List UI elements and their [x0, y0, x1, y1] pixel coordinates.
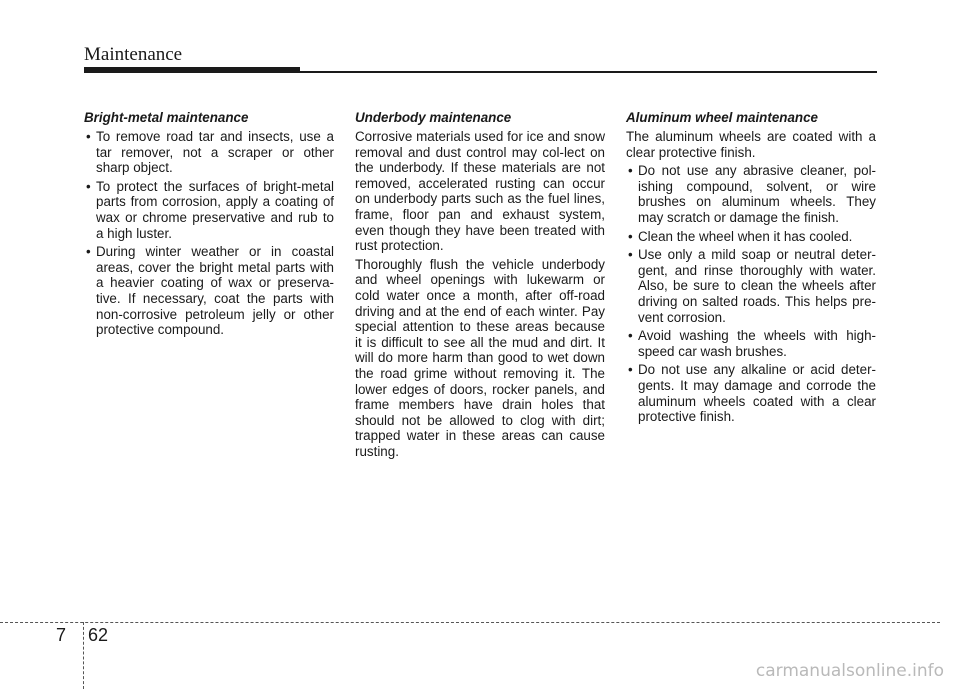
section-heading: Bright-metal maintenance	[84, 110, 249, 125]
chapter-number: 7	[56, 625, 67, 645]
list-item: • Use only a mild soap or neutral deter-gent, and rinse thoroughly with water. Also, be sure to clean the wheels after driving on salted roads. This helps pre-vent corrosion.	[626, 247, 876, 325]
bullet-list	[626, 163, 876, 425]
footer-dashed-rule	[0, 622, 940, 623]
list-item: • To protect the surfaces of bright-metal parts from corrosion, apply a coating of wax or chrome preservative and rub to a high luster.	[84, 179, 334, 241]
page-header-title: Maintenance	[84, 44, 183, 65]
list-item: • During winter weather or in coastal areas, cover the bright metal parts with a heavier coating of wax or preserva-tive. If necessary, coat the parts with non-corrosive petroleum jelly or other protective compound.	[84, 244, 334, 338]
header-rule-thick	[84, 67, 300, 73]
paragraph: Thoroughly flush the vehicle underbody and wheel openings with lukewarm or cold water once a month, after off-road driving and at the end of each winter. Pay special attention to these areas because it is difficult to see all the mud and dirt. It will do more harm than good to wet down the road grime without removing it. The lower edges of doors, rocker panels, and frame members have drain holes that should not be allowed to clog with dirt; trapped water in these areas can cause rusting.	[355, 256, 605, 459]
footer-dashed-divider	[83, 622, 84, 689]
section-aluminum-wheel	[626, 110, 876, 428]
paragraph: Corrosive materials used for ice and snow removal and dust control may col-lect on the underbody. If these materials are not removed, accelerated rusting can occur on underbody parts such as the fuel lines, frame, floor pan and exhaust system, even though they have been treated with rust protection.	[355, 129, 605, 254]
list-item: • Do not use any alkaline or acid deter-gents. It may damage and corrode the aluminum wheels coated with a clear protective finish.	[626, 362, 876, 424]
watermark-text: carmanualsonline.info	[755, 661, 944, 681]
section-heading: Underbody maintenance	[355, 110, 512, 125]
bullet-list	[84, 129, 334, 338]
section-bright-metal	[84, 110, 334, 341]
list-item: • Avoid washing the wheels with high-speed car wash brushes.	[626, 328, 876, 359]
page-number: 62	[88, 625, 109, 645]
list-item: • Do not use any abrasive cleaner, pol-ishing compound, solvent, or wire brushes on aluminum wheels. They may scratch or damage the finish.	[626, 163, 876, 225]
list-item: • To remove road tar and insects, use a tar remover, not a scraper or other sharp object.	[84, 129, 334, 176]
section-heading: Aluminum wheel maintenance	[626, 110, 818, 125]
section-underbody	[355, 110, 605, 462]
header-rule-thin	[300, 71, 877, 73]
paragraph: The aluminum wheels are coated with a clear protective finish.	[626, 129, 876, 160]
list-item: • Clean the wheel when it has cooled.	[626, 229, 876, 245]
